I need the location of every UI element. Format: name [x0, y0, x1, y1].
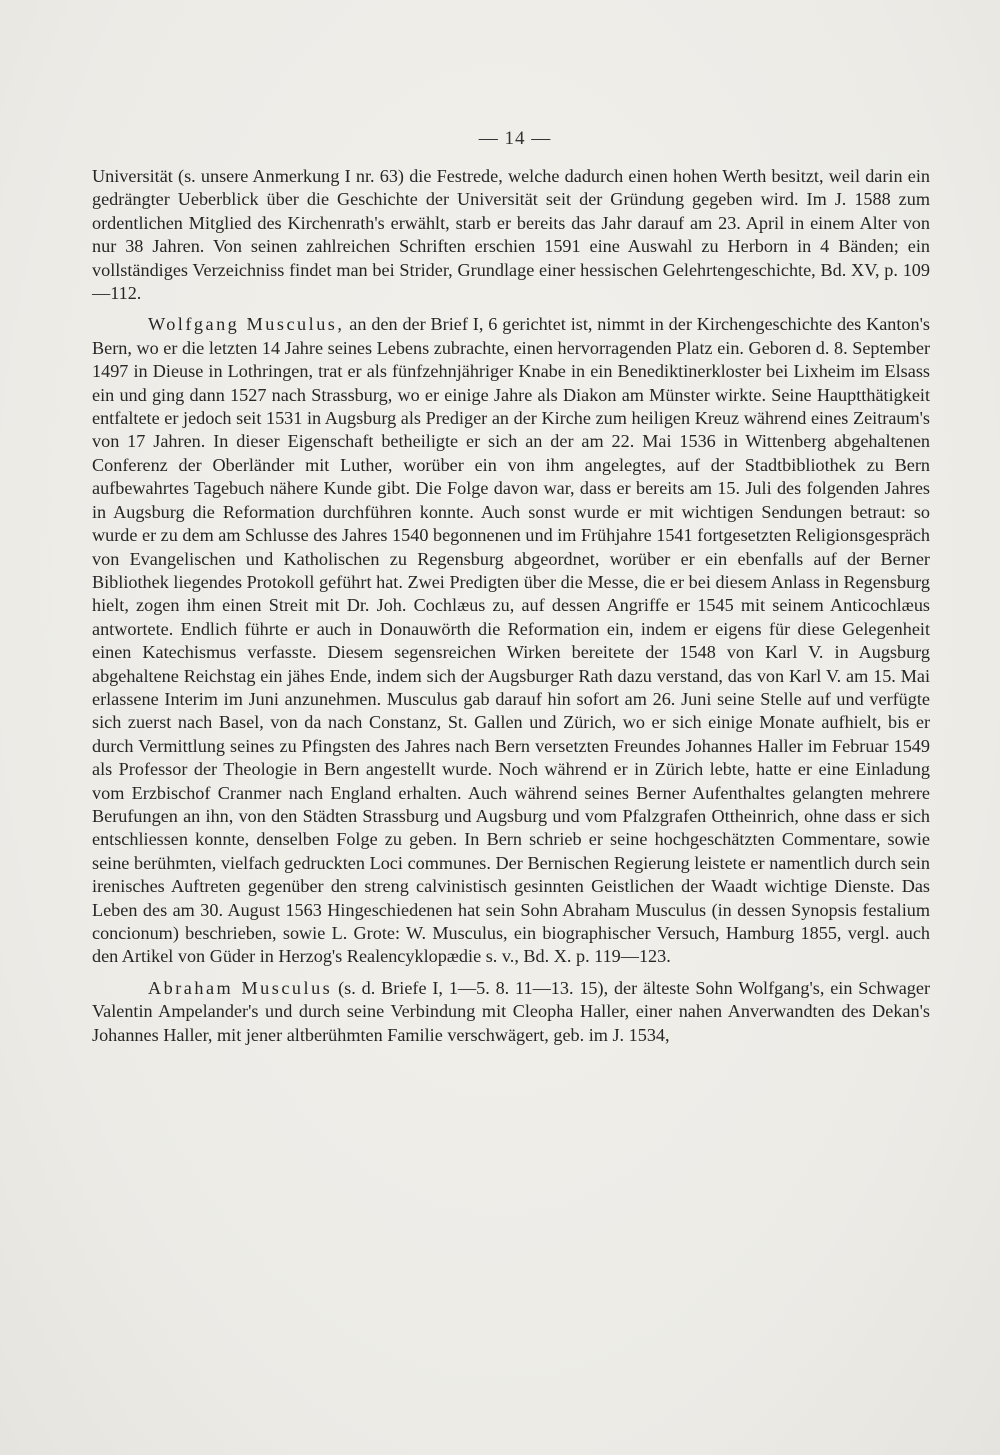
body-text [92, 165, 930, 1047]
paragraph-text: an den der Brief I, 6 gerichtet ist, nimmt in der Kirchengeschichte des Kanton's Bern, wo er die letzten 14 Jahre seines Lebens zubrachte, einen hervorragenden Platz ein. Geboren d. 8. September 1497 in Dieuse in Lothringen, trat er als fünfzehnjähriger Knabe in ein Benediktinerkloster bei Lixheim im Elsass ein und ging dann 1527 nach Strassburg, wo er einige Jahre als Diakon am Münster wirkte. Seine Hauptthätigkeit entfaltete er jedoch seit 1531 in Augsburg als Prediger an der Kirche zum heiligen Kreuz während eines Zeitraum's von 17 Jahren. In dieser Eigenschaft betheiligte er sich an der am 22. Mai 1536 in Wittenberg abgehaltenen Conferenz der Oberländer mit Luther, worüber ein von ihm angelegtes, auf der Stadtbibliothek zu Bern aufbewahrtes Tagebuch nähere Kunde gibt. Die Folge davon war, dass er bereits am 15. Juli des folgenden Jahres in Augsburg die Reformation durchführen konnte. Auch sonst wurde er mit wichtigen Sendungen betraut: so wurde er zu dem am Schlusse des Jahres 1540 begonnenen und im Frühjahre 1541 fortgesetzten Religionsgespräch von Evangelischen und Katholischen zu Regensburg abgeordnet, worüber er ein ebenfalls auf der Berner Bibliothek liegendes Protokoll geführt hat. Zwei Predigten über die Messe, die er bei diesem Anlass in Regensburg hielt, zogen ihm einen Streit mit Dr. Joh. Cochlæus zu, auf dessen Angriffe er 1545 mit seinem Anticochlæus antwortete. Endlich führte er auch in Donauwörth die Reformation ein, indem er eigens für diese Gelegenheit einen Katechismus verfasste. Diesem segensreichen Wirken bereitete der 1548 von Karl V. in Augsburg abgehaltene Reichstag ein jähes Ende, indem sich der Augsburger Rath dazu verstand, das von Karl V. am 15. Mai erlassene Interim im Juni anzunehmen. Musculus gab darauf hin sofort am 26. Juni seine Stelle auf und verfügte sich zuerst nach Basel, von da nach Constanz, St. Gallen und Zürich, wo er sich einige Monate aufhielt, bis er durch Vermittlung seines zu Pfingsten des Jahres nach Bern versetzten Freundes Johannes Haller im Februar 1549 als Professor der Theologie in Bern angestellt wurde. Noch während er in Zürich lebte, hatte er eine Einladung vom Erzbischof Cranmer nach England erhalten. Auch während seines Berner Aufenthaltes gelangten mehrere Berufungen an ihn, von den Städten Strassburg und Augsburg und vom Pfalzgrafen Ottheinrich, ohne dass er sich entschliessen konnte, denselben Folge zu geben. In Bern schrieb er seine hochgeschätzten Commentare, sowie seine berühmten, vielfach gedruckten Loci communes. Der Bernischen Regierung leistete er namentlich durch sein irenisches Auftreten gegenüber den streng calvinistisch gesinnten Geistlichen der Waadt wichtige Dienste. Das Leben des am 30. August 1563 Hingeschiedenen hat sein Sohn Abraham Musculus (in dessen Synopsis festalium concionum) beschrieben, sowie L. Grote: W. Musculus, ein biographischer Versuch, Hamburg 1855, vergl. auch den Artikel von Güder in Herzog's Realencyklopædie s. v., Bd. X. p. 119—123. [92, 314, 930, 967]
paragraph-lead-name: Wolfgang Musculus, [148, 314, 345, 335]
paragraph-text: Universität (s. unsere Anmerkung I nr. 63) die Festrede, welche dadurch einen hohen Werth besitzt, weil darin ein gedrängter Ueberblick über die Geschichte der Universität seit der Gründung gegeben wird. Im J. 1588 zum ordentlichen Mitglied des Kirchenrath's erwählt, starb er bereits das Jahr darauf am 23. April in einem Alter von nur 38 Jahren. Von seinen zahlreichen Schriften erschien 1591 eine Auswahl zu Herborn in 4 Bänden; ein vollständiges Verzeichniss findet man bei Strider, Grundlage einer hessischen Gelehrtengeschichte, Bd. XV, p. 109—112. [92, 166, 930, 304]
page-number: — 14 — [478, 128, 552, 149]
paragraph-continuation [92, 165, 930, 305]
paragraph-wolfgang-musculus [92, 313, 930, 968]
paragraph-lead-name: Abraham Musculus [148, 977, 333, 998]
paragraph-text: (s. d. Briefe I, 1—5. 8. 11—13. 15), der älteste Sohn Wolfgang's, ein Schwager Valentin Ampelander's und durch seine Verbindung mit Cleopha Haller, einer nahen Anverwandten des Dekan's Johannes Haller, mit jener altberühmten Familie verschwägert, geb. im J. 1534, [92, 977, 931, 1045]
paragraph-abraham-musculus [92, 977, 930, 1047]
